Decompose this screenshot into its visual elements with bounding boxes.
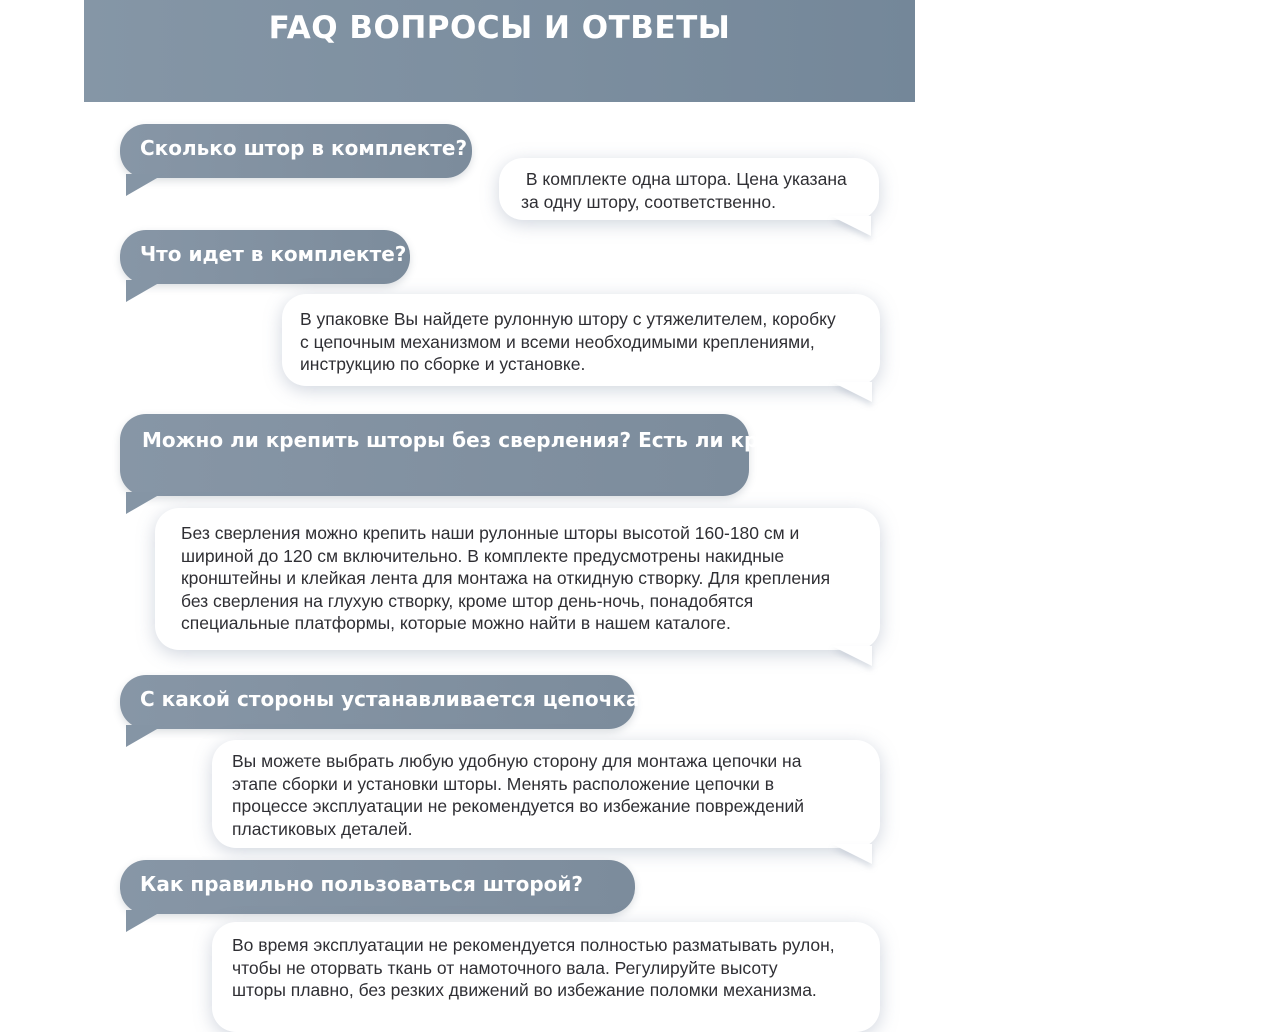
question-2-line-1: Что идет в комплекте? — [140, 242, 407, 266]
answer-2-line-1: В упаковке Вы найдете рулонную штору с утяжелителем, коробку — [300, 309, 836, 329]
answer-5-line-2: чтобы не оторвать ткань от намоточного вала. Регулируйте высоту — [232, 957, 778, 978]
answer-3-line-3: кронштейны и клейкая лента для монтажа на откидную створку. Для крепления — [181, 568, 831, 588]
answer-bubble-tail — [832, 646, 872, 666]
answer-bubble-tail — [832, 382, 872, 402]
question-bubble-4 — [120, 675, 652, 729]
answer-4-line-2: этапе сборки и установки шторы. Менять расположение цепочки в — [232, 773, 774, 794]
question-bubble-1 — [120, 124, 472, 178]
answer-4-line-1: Вы можете выбрать любую удобную сторону для монтажа цепочки на — [232, 751, 802, 771]
question-bubble-5 — [120, 860, 635, 914]
question-5-line-1: Как правильно пользоваться шторой? — [140, 872, 584, 896]
answer-bubble-2 — [282, 294, 880, 386]
answer-bubble-3 — [155, 508, 880, 650]
answer-3-line-1: Без сверления можно крепить наши рулонные шторы высотой 160-180 см и — [181, 523, 800, 543]
answer-4-line-4: пластиковых деталей. — [232, 818, 413, 839]
question-4-line-1: С какой стороны устанавливается цепочка? — [140, 687, 652, 711]
question-bubble-tail — [126, 280, 164, 302]
answer-bubble-5 — [212, 922, 880, 1032]
answer-bubble-tail — [832, 844, 872, 864]
answer-bubble-tail — [831, 216, 871, 236]
answer-2-line-3: инструкцию по сборке и установке. — [300, 354, 586, 374]
answer-1-line-2: за одну штору, соответственно. — [521, 191, 776, 212]
header-banner — [84, 0, 915, 102]
question-bubble-tail — [126, 910, 164, 932]
answer-3-line-2: шириной до 120 см включительно. В комплекте предусмотрены накидные — [181, 545, 785, 566]
question-bubble-tail — [126, 725, 164, 747]
answer-2-line-2: с цепочным механизмом и всеми необходимыми креплениями, — [300, 331, 815, 352]
question-1-line-1: Сколько штор в комплекте? — [140, 136, 468, 160]
question-bubble-tail — [126, 174, 164, 196]
question-3-line-1: Можно ли крепить шторы без сверления? — [142, 428, 632, 452]
answer-bubble-1 — [499, 158, 879, 220]
question-bubble-3 — [120, 414, 1266, 496]
answer-5-line-1: Во время эксплуатации не рекомендуется полностью разматывать рулон, — [232, 935, 835, 955]
answer-5-line-3: шторы плавно, без резких движений во избежание поломки механизма. — [232, 980, 817, 1000]
page-title: FAQ ВОПРОСЫ И ОТВЕТЫ — [268, 10, 731, 46]
question-bubble-2 — [120, 230, 410, 284]
question-bubble-tail — [126, 492, 164, 514]
answer-3-line-4: без сверления на глухую створку, кроме штор день-ночь, понадобятся — [181, 590, 754, 611]
answer-bubble-4 — [212, 740, 880, 848]
answer-3-line-5: специальные платформы, которые можно найти в нашем каталоге. — [181, 613, 731, 633]
answer-4-line-3: процессе эксплуатации не рекомендуется во избежание повреждений — [232, 796, 805, 816]
answer-1-line-1: В комплекте одна штора. Цена указана — [521, 169, 847, 189]
question-3-line-2: Есть ли крепления для такой установки в комплекте? — [638, 428, 1266, 452]
